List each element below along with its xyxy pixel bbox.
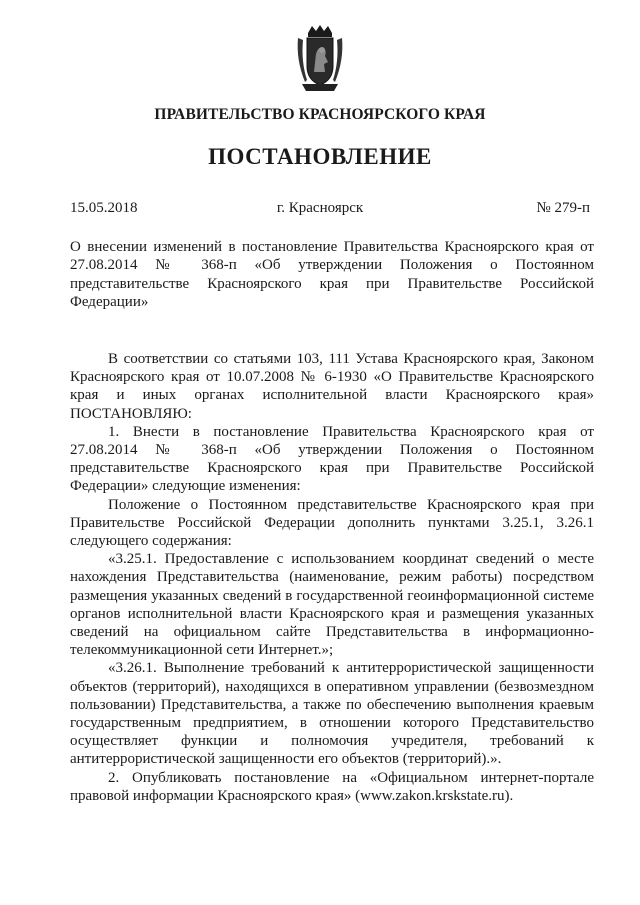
document-number: № 279-п (536, 200, 590, 216)
document-type-title: ПОСТАНОВЛЕНИЕ (208, 144, 432, 169)
document-city: г. Красноярск (276, 200, 364, 216)
krasnoyarsk-coat-of-arms-icon (294, 24, 346, 92)
clause-3-25-1-paragraph: «3.25.1. Предоставление с использованием координат сведений о месте нахождения Представительства (наименование, режим работы) посредством размещения указанных сведений в государственной геоинформационной системе органов исполнительной власти Красноярского края и размещения указанных сведений на официальном сайте Представительства в информационно-телекоммуникационной сети Интернет.»; (70, 551, 594, 659)
clause-3-26-1-paragraph: «3.26.1. Выполнение требований к антитеррористической защищенности объектов (территорий), находящихся в оперативном управлении (безвозмездном пользовании) Представительства, а также по обеспечению выполнения краевым государственным предприятием, в отношении которого Представительство осуществляет функции и полномочия учредителя, требований к антитеррористической защищенности его объектов (территорий).». (70, 660, 594, 768)
government-name: ПРАВИТЕЛЬСТВО КРАСНОЯРСКОГО КРАЯ (154, 106, 486, 123)
clause-2-paragraph: 2. Опубликовать постановление на «Официальном интернет-портале правовой информации Красноярского края» (www.zakon.krskstate.ru). (70, 769, 594, 804)
document-date: 15.05.2018 (70, 200, 138, 216)
clause-1-paragraph: 1. Внести в постановление Правительства Красноярского края от 27.08.2014 № 368-п «Об утверждении Положения о Постоянном представительстве Красноярского края при Правительстве Российской Федерации» следующие изменения: (70, 423, 594, 495)
preamble-paragraph: В соответствии со статьями 103, 111 Устава Красноярского края, Законом Красноярского края от 10.07.2008 № 6-1930 «О Правительстве Красноярского края и иных органах исполнительной власти Красноярского края» ПОСТАНОВЛЯЮ: (70, 351, 594, 422)
amendment-intro-paragraph: Положение о Постоянном представительстве Красноярского края при Правительстве Российской Федерации дополнить пунктами 3.25.1, 3.26.1 следующего содержания: (70, 496, 594, 550)
document-subject: О внесении изменений в постановление Правительства Красноярского края от 27.08.2014 № 368-п «Об утверждении Положения о Постоянном представительстве Красноярского края при Правительстве Российской Федерации» (70, 239, 594, 311)
document-body (70, 350, 594, 805)
